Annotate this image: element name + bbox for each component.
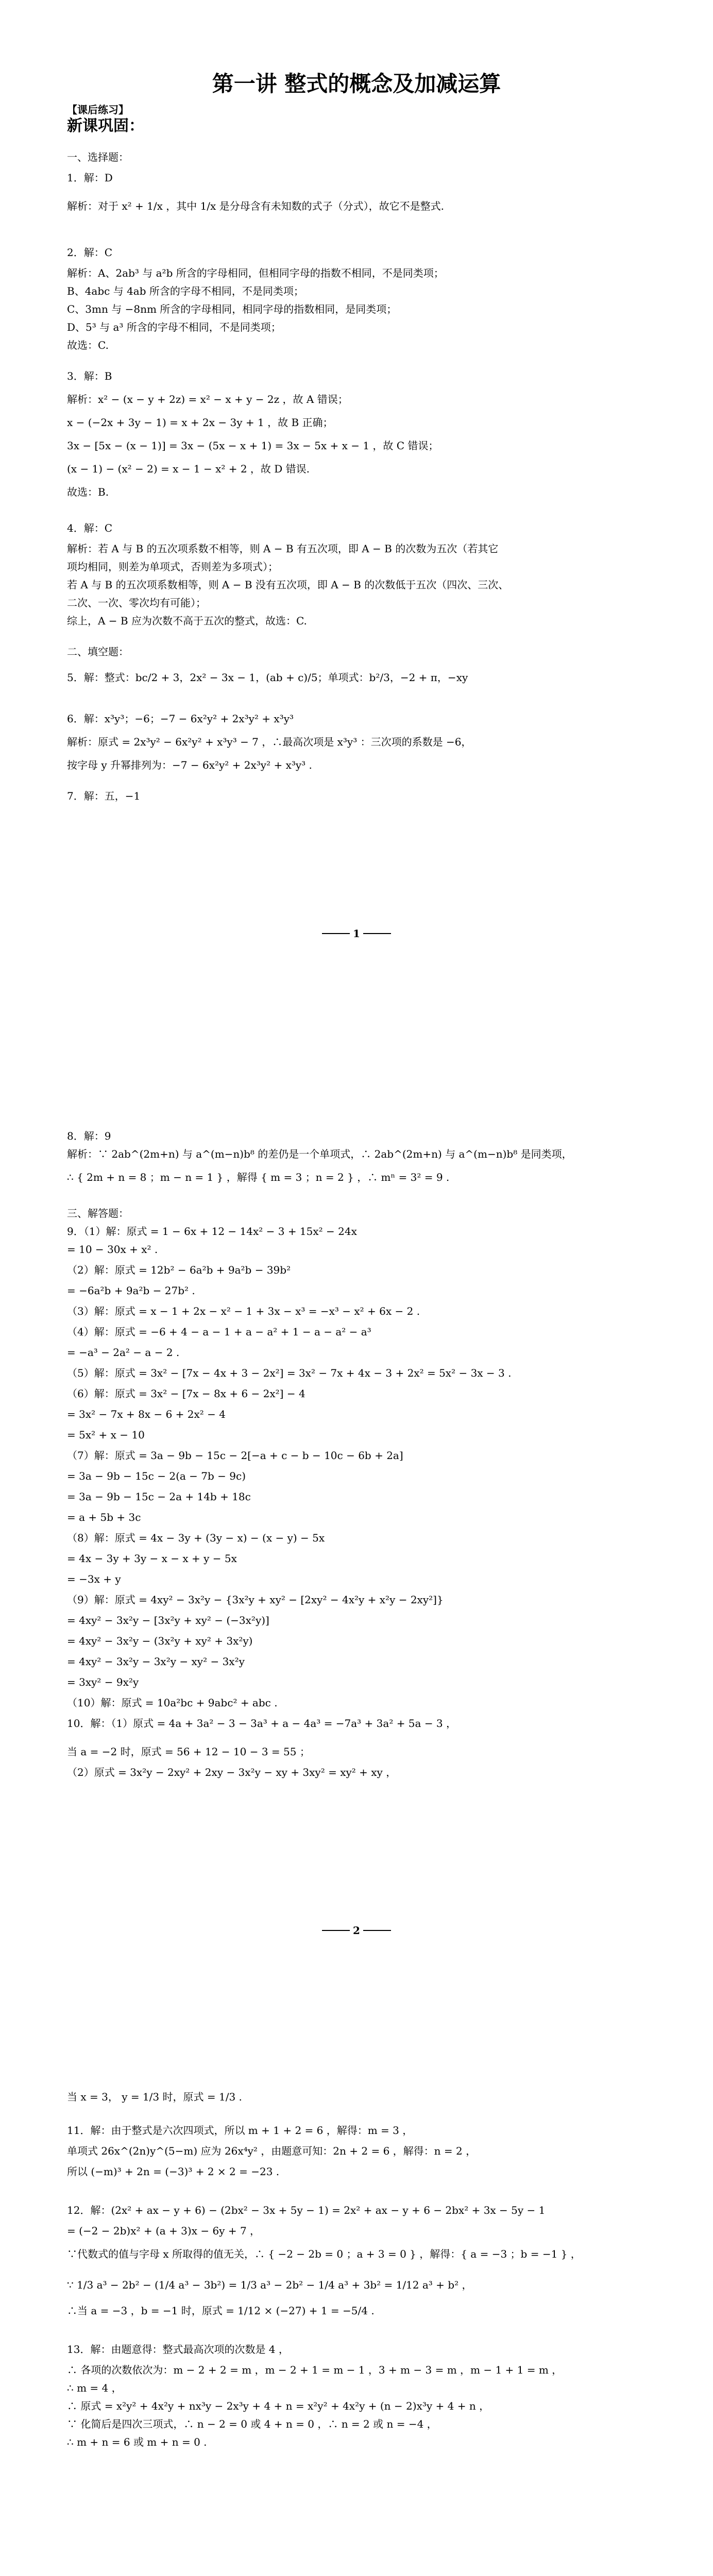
answer-line: = 3a − 9b − 15c − 2a + 14b + 18c: [67, 1490, 251, 1503]
subtitle: 【课后练习】: [67, 104, 129, 116]
page-number-text: 2: [353, 1924, 360, 1937]
answer-line: 6．解：x³y³；−6；−7 − 6x²y² + 2x³y² + x³y³: [67, 713, 294, 725]
section-heading: 新课巩固：: [67, 117, 144, 135]
answer-line: 按字母 y 升幂排列为：−7 − 6x²y² + 2x³y² + x³y³ .: [67, 759, 312, 771]
answer-line: = 10 − 30x + x² .: [67, 1243, 158, 1256]
answer-line: 当 x = 3， y = 1/3 时，原式 = 1/3 .: [67, 2091, 242, 2103]
answer-line: ∴当 a = −3 ，b = −1 时，原式 = 1/12 × (−27) + 1 = −5/4 .: [67, 2304, 375, 2317]
answer-line: ∵ 1/3 a³ − 2b² − (1/4 a³ − 3b²) = 1/3 a³ − 2b² − 1/4 a³ + 3b² = 1/12 a³ + b² ，: [67, 2279, 472, 2291]
answer-line: （6）解：原式 = 3x² − [7x − 8x + 6 − 2x²] − 4: [67, 1387, 305, 1400]
answer-line: x − (−2x + 3y − 1) = x + 2x − 3y + 1 ，故 B 正确；: [67, 416, 333, 429]
answer-line: 解析：原式 = 2x³y² − 6x²y² + x³y³ − 7 ，∴最高次项是 x³y³ ：三次项的系数是 −6，: [67, 736, 472, 748]
footer-rule: [363, 1930, 391, 1931]
answer-line: 若 A 与 B 的五次项系数相等，则 A − B 没有五次项，即 A − B 的次数低于五次（四次、三次、: [67, 579, 509, 591]
answer-line: 11．解：由于整式是六次四项式，所以 m + 1 + 2 = 6 ，解得：m = 3 ，: [67, 2124, 413, 2137]
answer-line: 解析：x² − (x − y + 2z) = x² − x + y − 2z ，故 A 错误；: [67, 393, 348, 405]
answer-line: 13．解：由题意得：整式最高次项的次数是 4 ，: [67, 2343, 289, 2355]
answer-line: 解析：A、2ab³ 与 a²b 所含的字母相同，但相同字母的指数不相同，不是同类项；: [67, 267, 444, 279]
answer-line: 所以 (−m)³ + 2n = (−3)³ + 2 × 2 = −23 .: [67, 2165, 280, 2178]
answer-line: （9）解：原式 = 4xy² − 3x²y − {3x²y + xy² − [2xy² − 4x²y + x²y − 2xy²]}: [67, 1594, 444, 1606]
answer-line: 故选：C.: [67, 339, 109, 351]
answer-line: 三、解答题：: [67, 1207, 129, 1219]
answer-line: 2．解：C: [67, 246, 113, 259]
answer-line: 单项式 26x^(2n)y^(5−m) 应为 26x⁴y² ，由题意可知：2n + 2 = 6 ，解得：n = 2 ，: [67, 2145, 477, 2157]
answer-line: （3）解：原式 = x − 1 + 2x − x² − 1 + 3x − x³ = −x³ − x² + 6x − 2 .: [67, 1305, 420, 1317]
answer-line: C、3mn 与 −8nm 所含的字母相同，相同字母的指数相同，是同类项；: [67, 303, 397, 315]
answer-line: = −6a²b + 9a²b − 27b² .: [67, 1284, 195, 1297]
answer-line: = −3x + y: [67, 1573, 121, 1585]
answer-line: 当 a = −2 时，原式 = 56 + 12 − 10 − 3 = 55 ；: [67, 1745, 310, 1758]
page-title: 第一讲 整式的概念及加减运算: [212, 71, 501, 96]
answer-line: （5）解：原式 = 3x² − [7x − 4x + 3 − 2x²] = 3x² − 7x + 4x − 3 + 2x² = 5x² − 3x − 3 .: [67, 1367, 512, 1379]
answer-line: ∵ 化简后是四次三项式，∴ n − 2 = 0 或 4 + n = 0 ，∴ n = 2 或 n = −4 ，: [67, 2418, 437, 2430]
answer-line: 项均相同，则差为单项式，否则差为多项式）；: [67, 561, 278, 573]
answer-line: （2）解：原式 = 12b² − 6a²b + 9a²b − 39b²: [67, 1264, 291, 1276]
answer-line: ∴ { 2m + n = 8 ；m − n = 1 } ，解得 { m = 3 ；n = 2 } ，∴ mⁿ = 3² = 9 .: [67, 1171, 450, 1183]
answer-line: （4）解：原式 = −6 + 4 − a − 1 + a − a² + 1 − a − a² − a³: [67, 1326, 371, 1338]
page-number: [0, 1924, 713, 1937]
answer-line: 二次、一次、零次均有可能）；: [67, 597, 206, 609]
answer-line: （8）解：原式 = 4x − 3y + (3y − x) − (x − y) − 5x: [67, 1532, 325, 1544]
answer-line: （2）原式 = 3x²y − 2xy² + 2xy − 3x²y − xy + 3xy² = xy² + xy ，: [67, 1766, 397, 1778]
footer-rule: [322, 933, 350, 934]
answer-line: ∴ m = 4 ，: [67, 2382, 122, 2394]
page-number-text: 1: [353, 927, 360, 940]
answer-line: = (−2 − 2b)x² + (a + 3)x − 6y + 7 ，: [67, 2225, 261, 2237]
answer-line: 解析：对于 x² + 1/x ，其中 1/x 是分母含有未知数的式子（分式），故它不是整式.: [67, 200, 445, 212]
answer-line: 一、选择题：: [67, 151, 129, 163]
answer-line: B、4abc 与 4ab 所含的字母不相同，不是同类项；: [67, 285, 304, 297]
answer-line: 4．解：C: [67, 522, 113, 534]
answer-line: 3．解：B: [67, 370, 112, 382]
answer-line: 综上，A − B 应为次数不高于五次的整式，故选：C.: [67, 615, 307, 627]
answer-line: 解析：若 A 与 B 的五次项系数不相等，则 A − B 有五次项，即 A − B 的次数为五次（若其它: [67, 543, 499, 555]
footer-rule: [322, 1930, 350, 1931]
page-number: [0, 927, 713, 940]
answer-line: ∴ 各项的次数依次为：m − 2 + 2 = m ，m − 2 + 1 = m − 1 ，3 + m − 3 = m ，m − 1 + 1 = m ，: [67, 2364, 563, 2376]
answer-line: 7．解：五，−1: [67, 790, 141, 802]
answer-line: = 4xy² − 3x²y − (3x²y + xy² + 3x²y): [67, 1635, 253, 1647]
answer-line: 9．（1）解：原式 = 1 − 6x + 12 − 14x² − 3 + 15x² − 24x: [67, 1225, 357, 1238]
answer-line: = 4xy² − 3x²y − 3x²y − xy² − 3x²y: [67, 1655, 245, 1668]
answer-line: = −a³ − 2a² − a − 2 .: [67, 1346, 180, 1359]
answer-line: 1．解：D: [67, 172, 113, 184]
answer-line: （7）解：原式 = 3a − 9b − 15c − 2[−a + c − b − 10c − 6b + 2a]: [67, 1449, 403, 1462]
answer-line: (x − 1) − (x² − 2) = x − 1 − x² + 2 ，故 D 错误.: [67, 463, 310, 475]
answer-line: 5．解：整式：bc/2 + 3，2x² − 3x − 1，(ab + c)/5；单项式：b²/3，−2 + π，−xy: [67, 671, 468, 684]
answer-line: 3x − [5x − (x − 1)] = 3x − (5x − x + 1) = 3x − 5x + x − 1 ，故 C 错误；: [67, 439, 439, 452]
answer-line: = 3a − 9b − 15c − 2(a − 7b − 9c): [67, 1470, 246, 1482]
answer-line: = 3x² − 7x + 8x − 6 + 2x² − 4: [67, 1408, 226, 1420]
answer-line: = 4x − 3y + 3y − x − x + y − 5x: [67, 1552, 237, 1565]
answer-line: ∴ m + n = 6 或 m + n = 0 .: [67, 2436, 207, 2448]
answer-line: = 5x² + x − 10: [67, 1429, 145, 1441]
answer-line: 故选：B.: [67, 486, 109, 498]
answer-line: 解析：∵ 2ab^(2m+n) 与 a^(m−n)b⁸ 的差仍是一个单项式，∴ 2ab^(2m+n) 与 a^(m−n)b⁸ 是同类项，: [67, 1148, 572, 1160]
answer-line: 12．解：(2x² + ax − y + 6) − (2bx² − 3x + 5y − 1) = 2x² + ax − y + 6 − 2bx² + 3x − 5y − 1: [67, 2204, 546, 2216]
answer-line: 二、填空题：: [67, 646, 129, 658]
answer-line: = a + 5b + 3c: [67, 1511, 141, 1523]
answer-line: （10）解：原式 = 10a²bc + 9abc² + abc .: [67, 1697, 278, 1709]
answer-line: = 4xy² − 3x²y − [3x²y + xy² − (−3x²y)]: [67, 1614, 269, 1626]
answer-line: ∴ 原式 = x²y² + 4x²y + nx³y − 2x³y + 4 + n = x²y² + 4x²y + (n − 2)x³y + 4 + n ，: [67, 2400, 490, 2412]
answer-line: 8．解：9: [67, 1130, 111, 1142]
answer-line: D、5³ 与 a³ 所含的字母不相同，不是同类项；: [67, 321, 281, 333]
footer-rule: [363, 933, 391, 934]
answer-line: ∵代数式的值与字母 x 所取得的值无关，∴ { −2 − 2b = 0 ；a + 3 = 0 } ，解得：{ a = −3 ；b = −1 } ，: [67, 2248, 581, 2260]
answer-line: = 3xy² − 9x²y: [67, 1676, 139, 1688]
answer-line: 10．解：（1）原式 = 4a + 3a² − 3 − 3a³ + a − 4a³ = −7a³ + 3a² + 5a − 3 ，: [67, 1717, 457, 1730]
